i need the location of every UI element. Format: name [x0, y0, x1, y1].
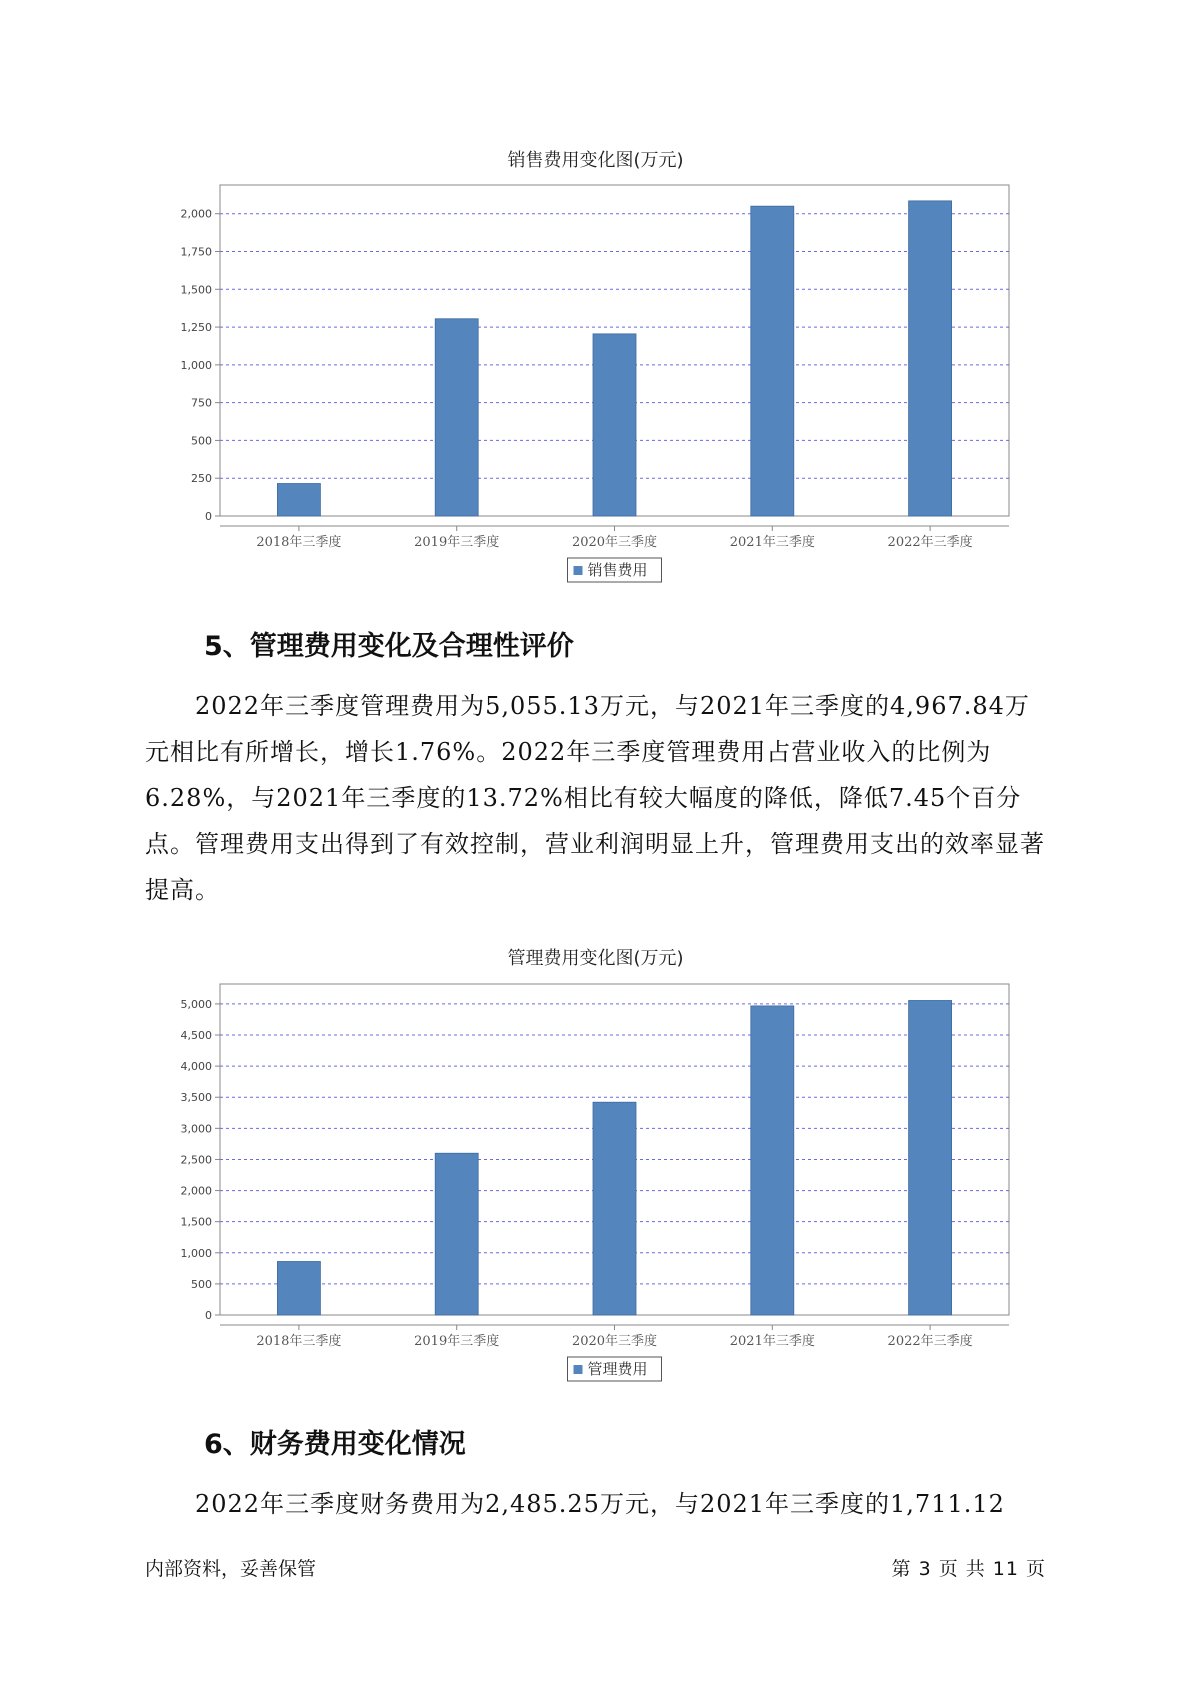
legend-swatch [574, 566, 583, 575]
body-paragraph: 2022年三季度财务费用为2,485.25万元，与2021年三季度的1,711.12 [195, 1490, 1005, 1518]
x-tick-label: 2021年三季度 [729, 535, 815, 550]
y-tick-label: 2,000 [180, 1184, 212, 1198]
y-tick-label: 2,500 [180, 1153, 212, 1167]
x-tick-label: 2018年三季度 [256, 535, 342, 550]
x-tick-label: 2018年三季度 [256, 1334, 342, 1349]
legend-swatch [574, 1365, 583, 1374]
sales-expense-chart [0, 170, 1191, 590]
bar [435, 319, 478, 516]
bar [435, 1153, 478, 1315]
y-tick-label: 1,500 [180, 283, 212, 297]
bar [909, 201, 952, 516]
bar [751, 206, 794, 516]
y-tick-label: 2,000 [180, 207, 212, 221]
legend-label: 管理费用 [587, 1360, 648, 1378]
chart-title: 销售费用变化图(万元) [507, 150, 684, 171]
y-tick-label: 1,250 [180, 321, 212, 335]
y-tick-label: 4,500 [180, 1029, 212, 1043]
y-tick-label: 3,500 [180, 1091, 212, 1105]
chart-title: 管理费用变化图(万元) [507, 948, 684, 969]
x-tick-label: 2022年三季度 [887, 535, 973, 550]
bar [277, 1261, 320, 1315]
x-tick-label: 2019年三季度 [414, 1334, 500, 1349]
y-tick-label: 0 [205, 510, 212, 523]
bar [593, 1102, 636, 1315]
x-tick-label: 2020年三季度 [571, 1334, 658, 1349]
legend-label: 销售费用 [587, 561, 648, 579]
section-heading: 6、财务费用变化情况 [204, 1429, 466, 1460]
section-heading: 5、管理费用变化及合理性评价 [204, 631, 574, 662]
y-tick-label: 4,000 [180, 1060, 212, 1074]
bar [593, 334, 636, 516]
y-tick-label: 1,500 [180, 1215, 212, 1229]
y-tick-label: 3,000 [180, 1122, 212, 1136]
y-tick-label: 0 [205, 1309, 212, 1322]
footer-page-number: 第 3 页 共 11 页 [891, 1558, 1046, 1580]
bar [277, 484, 320, 516]
y-tick-label: 500 [191, 1277, 212, 1291]
y-tick-label: 1,750 [180, 245, 212, 259]
y-tick-label: 750 [191, 396, 212, 410]
x-tick-label: 2019年三季度 [414, 535, 500, 550]
bar [909, 1000, 952, 1315]
x-tick-label: 2022年三季度 [887, 1334, 973, 1349]
body-paragraph: 2022年三季度管理费用为5,055.13万元，与2021年三季度的4,967.84万元相比有所增长，增长1.76%。2022年三季度管理费用占营业收入的比例为6.28%，与2021年三季度的13.72%相比有较大幅度的降低，降低7.45个百分点。管理费用支出得到了有效控制，营业利润明显上升，管理费用支出的效率显著提高。 [145, 692, 1045, 904]
y-tick-label: 1,000 [180, 358, 212, 372]
bar [751, 1006, 794, 1315]
x-tick-label: 2021年三季度 [729, 1334, 815, 1349]
x-tick-label: 2020年三季度 [571, 535, 658, 550]
y-tick-label: 5,000 [180, 997, 212, 1011]
y-tick-label: 500 [191, 434, 212, 448]
admin-expense-chart [0, 970, 1191, 1390]
footer-confidential: 内部资料，妥善保管 [145, 1558, 317, 1580]
y-tick-label: 250 [191, 472, 212, 486]
y-tick-label: 1,000 [180, 1246, 212, 1260]
